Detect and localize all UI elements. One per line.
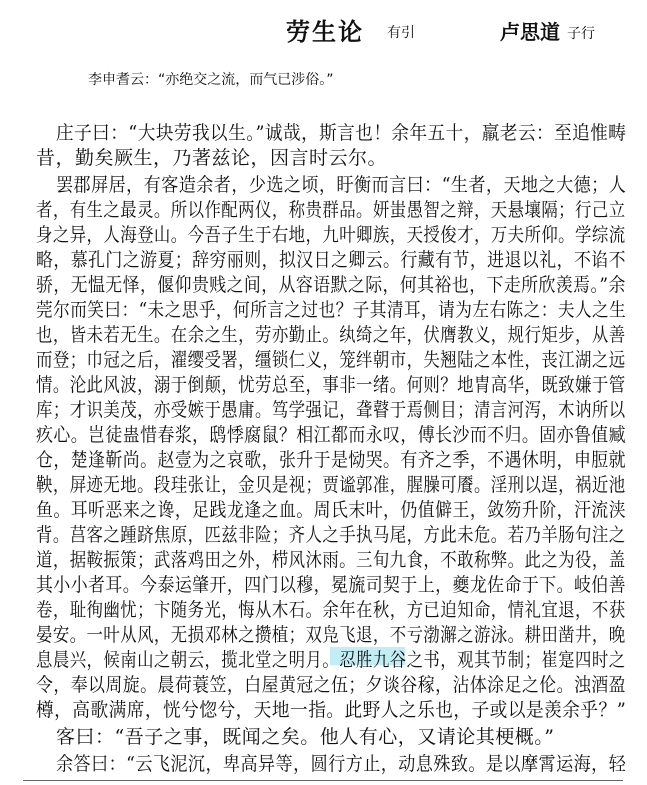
body-line: 背。莒客之踵跻焦原，匹兹非险；齐人之手执马尾，方此未危。若乃羊肠句注之	[36, 524, 626, 546]
body-line: 息晨兴，候南山之朝云，揽北堂之明月。忍胜九谷之书，观其节制；崔寔四时之	[36, 649, 626, 671]
body-line: 略，慕孔门之游夏；辞穷丽则，拟汉日之卿云。行藏有节，进退以礼，不谄不	[36, 249, 627, 271]
body-line: 昔，勤矣厥生，乃著兹论，因言时云尔。	[36, 147, 388, 169]
body-line: 莞尔而笑曰：“未之思乎，何所言之过也？子其清耳，请为左右陈之：夫人之生	[36, 299, 627, 321]
body-line: 情。沦此风波，溺于倒颠，忧劳总至，事非一绪。何则？地胄高华，既致嫌于管	[36, 374, 626, 396]
commentary-quote: 李申耆云：“亦绝交之流，而气已涉俗。”	[88, 72, 334, 88]
body-line: 鞅，屏迹无地。段珪张让，金贝是视；贾谧郭准，腥臊可餍。淫刑以逞，祸近池	[36, 474, 626, 496]
body-line: 道，据鞍振策；武落鸡田之外，栉风沐雨。三旬九食，不敢称弊。此之为役，盖	[36, 549, 626, 571]
author-name: 卢思道	[500, 20, 560, 44]
title-row	[0, 12, 647, 52]
body-line: 罢郡屏居，有客造余者，少选之顷，盱衡而言曰：“生者，天地之大德；人	[56, 174, 627, 196]
body-line: 其小小者耳。今泰运肇开，四门以穆，冕旒司契于上，夔龙佐命于下。岐伯善	[36, 574, 627, 596]
body-line: 晏安。一叶从风，无损邓林之攒植；双凫飞退，不亏渤澥之游泳。耕田凿井，晚	[36, 624, 626, 646]
body-line: 库；才识美茂，亦受嫉于愚庸。笃学强记，聋瞽于焉侧目；清言河泻，木讷所以	[36, 399, 626, 421]
body-line: 庄子曰：“大块劳我以生。”诚哉，斯言也！余年五十，羸老云：至追惟畴	[56, 122, 627, 144]
page-bottom-rule	[23, 780, 623, 781]
body-line: 令，奉以周旋。晨荷蓑笠，白屋黄冠之伍；夕谈谷稼，沾体涂足之伦。浊酒盈	[36, 674, 627, 696]
body-line: 骄，无愠无怿，偃仰贵贱之间，从容语默之际，何其裕也，下走所欣羡焉。”余	[36, 274, 626, 296]
body-line: 身之异，人海登山。今吾子生于右地，九叶卿族，天授俊才，万夫所仰。学综流	[36, 224, 626, 246]
body-line: 余答曰：“云飞泥沉，卑高异等，圆行方止，动息殊致。是以摩霄运海，轻	[56, 753, 627, 775]
body-line: 客曰：“吾子之事，既闻之矣。他人有心，又请论其梗概。”	[56, 726, 555, 748]
body-line: 也，皆未若无生。在余之生，劳亦勤止。纨绮之年，伏膺教义，规行矩步，从善	[36, 324, 626, 346]
essay-title: 劳生论	[286, 18, 364, 46]
body-line: 仓，楚逢靳尚。赵壹为之哀歌，张升于是恸哭。有齐之季，不遇休明，申脰就	[36, 449, 627, 471]
author-courtesy-name: 子行	[567, 26, 595, 42]
body-line: 者，有生之最灵。所以作配两仪，称贵群品。妍蚩愚智之辩，天悬壤隔；行己立	[36, 199, 626, 221]
body-line: 卷，耻徇幽忧；卞随务光，悔从木石。余年在秋，方已迫知命，情礼宜退，不获	[36, 599, 626, 621]
body-line: 鱼。耳听恶来之谗，足践龙逢之血。周氏末叶，仍值僻王，敛笏升阶，汗流浃	[36, 499, 627, 521]
body-line: 而登；巾冠之后，濯缨受署，缰锁仁义，笼绊朝市，失翘陆之本性，丧江湖之远	[36, 349, 626, 371]
essay-subtitle: 有引	[387, 25, 415, 41]
body-line: 樽，高歌满席，恍兮惚兮，天地一指。此野人之乐也，子或以是羡余乎？”	[36, 699, 627, 721]
body-line: 疚心。岂徒蛊惜春浆，鸱悸腐鼠？相江都而永叹，傅长沙而不归。固亦鲁值臧	[36, 424, 627, 446]
